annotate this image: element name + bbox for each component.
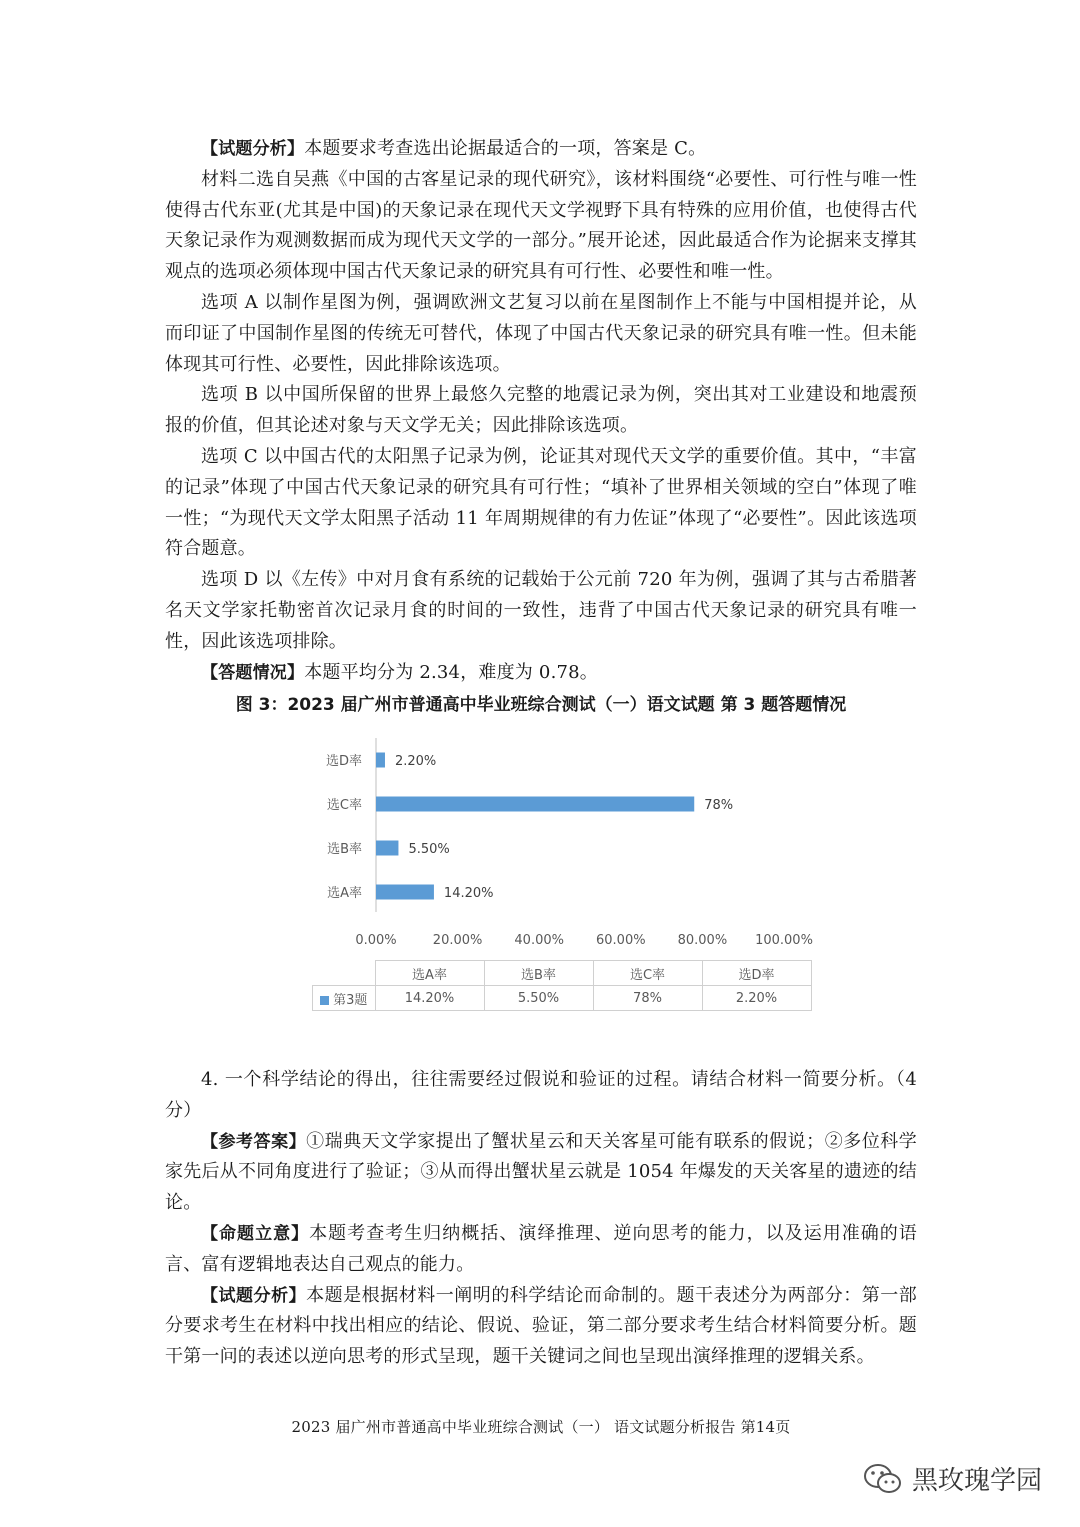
analysis-text: 本题是根据材料一阐明的科学结论而命制的。题干表述分为两部分：第一部分要求考生在材料中找出相应的结论、假说、验证，第二部分要求考生结合材料简要分析。题干第一问的表述以逆向思考的形式呈现，题干关键词之间也呈现出演绎推理的逻辑关系。 [165, 1284, 917, 1368]
q4-analysis-paragraph [165, 1281, 917, 1373]
data-table-header: 选B率 [484, 961, 593, 986]
q3-situation-paragraph [165, 658, 917, 689]
x-tick-label: 0.00% [355, 933, 397, 948]
x-tick-label: 60.00% [596, 933, 646, 948]
page-footer: 2023 届广州市普通高中毕业班综合测试（一） 语文试题分析报告 第14页 [291, 1418, 791, 1436]
analysis-tag: 【试题分析】 [201, 139, 305, 159]
bar-chart-svg [300, 730, 820, 960]
watermark [862, 1460, 1042, 1497]
q3-analysis-section [165, 134, 917, 688]
bar [376, 885, 434, 900]
category-label: 选C率 [326, 798, 362, 813]
paragraph-material-two: 材料二选自吴燕《中国的古客星记录的现代研究》，该材料围绕“必要性、可行性与唯一性使得古代东亚(尤其是中国)的天象记录在现代天文学视野下具有特殊的应用价值，也使得古代天象记录作为观测数据而成为现代天文学的一部分。”展开论述，因此最适合作为论据来支撑其观点的选项必须体现中国古代天象记录的研究具有可行性、必要性和唯一性。 [165, 168, 917, 283]
data-table-cell: 5.50% [484, 986, 593, 1011]
data-label: 5.50% [408, 842, 450, 857]
watermark-text: 黑玫瑰学园 [911, 1466, 1042, 1496]
data-table-cell: 2.20% [702, 986, 811, 1011]
data-table-corner [313, 961, 376, 986]
series-name: 第3题 [333, 992, 368, 1008]
paragraph-option-c: 选项 C 以中国古代的太阳黑子记录为例，论证其对现代天文学的重要价值。其中，“丰富的记录”体现了中国古代天象记录的研究具有可行性；“填补了世界相关领域的空白”体现了唯一性；“为现代天文学太阳黑子活动 11 年周期规律的有力佐证”体现了“必要性”。因此该选项符合题意。 [165, 445, 917, 560]
bar [376, 797, 694, 812]
answer-text: ①瑞典天文学家提出了蟹状星云和天关客星可能有联系的假说；②多位科学家先后从不同角度进行了验证；③从而得出蟹状星云就是 1054 年爆发的天关客星的遗迹的结论。 [165, 1130, 917, 1214]
q4-answer-paragraph [165, 1127, 917, 1219]
bar [376, 841, 398, 856]
data-table-cell: 14.20% [375, 986, 484, 1011]
data-table-header: 选D率 [702, 961, 811, 986]
analysis-tag: 【试题分析】 [201, 1285, 307, 1306]
x-tick-label: 100.00% [755, 933, 813, 948]
intent-tag: 【命题立意】 [201, 1223, 310, 1244]
paragraph-option-d: 选项 D 以《左传》中对月食有系统的记载始于公元前 720 年为例，强调了其与古希腊著名天文学家托勒密首次记录月食的时间的一致性，违背了中国古代天象记录的研究具有唯一性，因此该选项排除。 [165, 569, 917, 652]
wechat-icon [862, 1461, 904, 1497]
intent-text: 本题考查考生归纳概括、演绎推理、逆向思考的能力，以及运用准确的语言、富有逻辑地表达自己观点的能力。 [165, 1222, 917, 1275]
data-table-series-label [313, 986, 376, 1011]
legend-swatch [320, 996, 329, 1005]
q4-section [165, 1065, 917, 1373]
situation-text: 本题平均分为 2.34，难度为 0.78。 [304, 661, 599, 683]
data-table-cell: 78% [593, 986, 702, 1011]
x-tick-label: 80.00% [677, 933, 728, 948]
paragraph-option-a: 选项 A 以制作星图为例，强调欧洲文艺复习以前在星图制作上不能与中国相提并论，从而印证了中国制作星图的传统无可替代，体现了中国古代天象记录的研究具有唯一性。但未能体现其可行性、必要性，因此排除该选项。 [165, 291, 917, 375]
category-label: 选D率 [325, 754, 362, 769]
x-tick-label: 20.00% [432, 933, 483, 948]
data-label: 78% [704, 798, 734, 813]
data-label: 2.20% [394, 754, 437, 769]
q3-analysis-paragraph [165, 134, 917, 165]
analysis-text: 本题要求考查选出论据最适合的一项，答案是 C。 [304, 138, 707, 159]
data-table-row [313, 986, 812, 1011]
data-table-header: 选A率 [375, 961, 484, 986]
data-table-header: 选C率 [593, 961, 702, 986]
data-label: 14.20% [443, 886, 494, 901]
q4-question: 4. 一个科学结论的得出，往往需要经过假说和验证的过程。请结合材料一简要分析。（4 分） [165, 1069, 917, 1121]
bar [376, 753, 385, 768]
figure-title: 图 3：2023 届广州市普通高中毕业班综合测试（一）语文试题 第 3 题答题情况 [235, 695, 847, 715]
chart-data-table [312, 960, 812, 1011]
data-table-header-row [313, 961, 812, 986]
x-tick-label: 40.00% [514, 933, 564, 948]
situation-tag: 【答题情况】 [201, 662, 305, 683]
category-label: 选A率 [327, 886, 362, 901]
answer-tag: 【参考答案】 [201, 1131, 307, 1152]
category-label: 选B率 [327, 842, 362, 857]
q4-intent-paragraph [165, 1219, 917, 1281]
paragraph-option-b: 选项 B 以中国所保留的世界上最悠久完整的地震记录为例，突出其对工业建设和地震预报的价值，但其论述对象与天文学无关；因此排除该选项。 [165, 384, 917, 437]
